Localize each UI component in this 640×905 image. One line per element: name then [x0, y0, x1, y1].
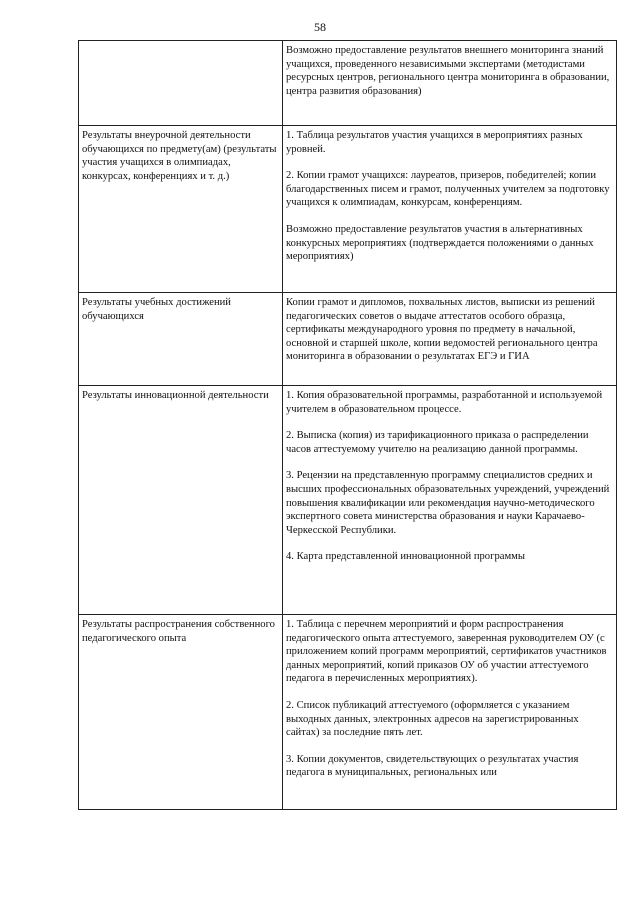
- paragraph: 4. Карта представленной инновационной программы: [286, 551, 525, 563]
- row-label: Результаты внеурочной деятельности обучающихся по предмету(ам) (результаты участия учащихся в олимпиадах, конкурсах, конференциях и т. д.): [79, 126, 283, 293]
- table-row: [79, 126, 617, 293]
- table-row: [79, 615, 617, 810]
- row-label: Результаты учебных достижений обучающихся: [79, 293, 283, 386]
- row-content: [283, 41, 617, 126]
- row-label: Результаты инновационной деятельности: [79, 386, 283, 615]
- paragraph: Возможно предоставление результатов участия в альтернативных конкурсных мероприятиях (подтверждается положениями о данных мероприятиях): [286, 223, 594, 263]
- requirements-table: [78, 40, 617, 810]
- row-content: [283, 615, 617, 810]
- paragraph: Копии грамот и дипломов, похвальных листов, выписки из решений педагогических советов о выдаче аттестатов особого образца, сертификаты международного уровня по предмету в начальной, основной и старшей школе, копии ведомостей регионального центра мониторинга в образовании о результатах ЕГЭ и ГИА: [286, 297, 598, 363]
- paragraph: 3. Рецензии на представленную программу специалистов средних и высших профессиональных образовательных учреждений, учреждений повышения квалификации или рекомендация научно-методического экспертного совета министерства образования и науки Карачаево-Черкесской Республики.: [286, 470, 610, 536]
- table-row: [79, 41, 617, 126]
- paragraph: 1. Копия образовательной программы, разработанной и используемой учителем в образовательном процессе.: [286, 390, 603, 415]
- page-number: 58: [314, 20, 326, 34]
- row-content: [283, 126, 617, 293]
- paragraph: 1. Таблица с перечнем мероприятий и форм распространения педагогического опыта аттестуемого, заверенная руководителем ОУ (с приложением копий программ мероприятий, сертификатов участников данных мероприятий, копий приказов ОУ об участии аттестуемого педагога в перечисленных мероприятиях).: [286, 619, 607, 685]
- table-row: [79, 293, 617, 386]
- row-content: [283, 293, 617, 386]
- paragraph: Возможно предоставление результатов внешнего мониторинга знаний учащихся, проведенного независимыми экспертами (методистами ресурсных центров, регионального центра мониторинга в образовании, центра развития образования): [286, 45, 610, 97]
- paragraph: 1. Таблица результатов участия учащихся в мероприятиях разных уровней.: [286, 130, 583, 155]
- row-content: [283, 386, 617, 615]
- paragraph: 2. Список публикаций аттестуемого (оформляется с указанием выходных данных, электронных адресов на зарегистрированных сайтах) за последние пять лет.: [286, 699, 579, 739]
- table-row: [79, 386, 617, 615]
- paragraph: 3. Копии документов, свидетельствующих о результатах участия педагога в муниципальных, региональных или: [286, 753, 579, 779]
- row-label: Результаты распространения собственного педагогического опыта: [79, 615, 283, 810]
- paragraph: 2. Копии грамот учащихся: лауреатов, призеров, победителей; копии благодарственных писем и грамот, полученных учителем за подготовку учащихся к олимпиадам, конкурсам, конференциям.: [286, 170, 610, 209]
- paragraph: 2. Выписка (копия) из тарификационного приказа о распределении часов аттестуемому учителю на реализацию данной программы.: [286, 430, 589, 455]
- row-label: [79, 41, 283, 126]
